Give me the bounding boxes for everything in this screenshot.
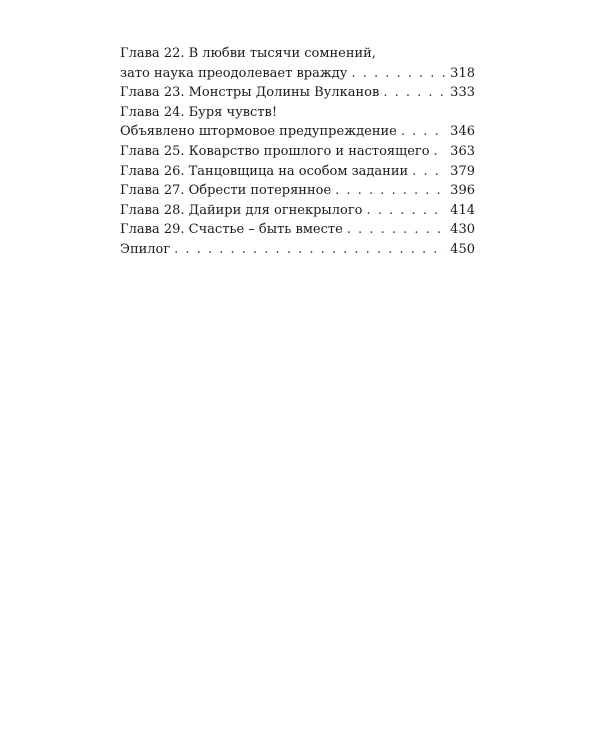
toc-page-number: 333: [450, 85, 475, 101]
leader-dots: [383, 83, 446, 103]
toc-entry-label: Объявлено штормовое предупреждение: [120, 124, 397, 140]
leader-dots: [347, 220, 446, 240]
leader-dots: [335, 181, 446, 201]
toc-entry-label: Глава 26. Танцовщица на особом задании: [120, 163, 409, 179]
toc-page-number: 414: [450, 202, 475, 218]
toc-page-number: 318: [450, 65, 475, 81]
leader-dots: [351, 64, 446, 84]
leader-dots: [412, 162, 446, 182]
leader-dots: [401, 122, 446, 142]
toc-entry-23[interactable]: [120, 83, 475, 103]
toc-entry-label: Глава 23. Монстры Долины Вулканов: [120, 85, 380, 101]
toc-entry-24-line-1: [120, 103, 475, 123]
toc-page-number: 363: [450, 143, 475, 159]
leader-dots: [367, 201, 447, 221]
toc-entry-label: зато наука преодолевает вражду: [120, 65, 348, 81]
toc-entry-label: Глава 22. В любви тысячи сомнений,: [120, 46, 376, 61]
toc-entry-24-line-2[interactable]: [120, 122, 475, 142]
toc-entry-22-line-1: [120, 44, 475, 64]
toc-entry-28[interactable]: [120, 201, 475, 221]
toc-entry-22-line-2[interactable]: [120, 64, 475, 84]
toc-entry-label: Глава 28. Дайири для огнекрылого: [120, 202, 363, 218]
toc-page-number: 346: [450, 124, 475, 140]
toc-page-number: 430: [450, 222, 475, 238]
toc-entry-label: Глава 29. Счастье – быть вместе: [120, 222, 343, 238]
toc-page-number: 379: [450, 163, 475, 179]
toc-entry-label: Глава 24. Буря чувств!: [120, 104, 278, 120]
table-of-contents: [120, 44, 475, 260]
toc-page-number: 396: [450, 183, 475, 199]
leader-dots: [174, 240, 446, 260]
toc-entry-label: Глава 25. Коварство прошлого и настоящего: [120, 143, 430, 159]
toc-entry-label: Глава 27. Обрести потерянное: [120, 183, 332, 199]
leader-dots: [434, 142, 447, 162]
toc-entry-26[interactable]: [120, 162, 475, 182]
toc-entry-25[interactable]: [120, 142, 475, 162]
toc-entry-27[interactable]: [120, 181, 475, 201]
toc-entry-29[interactable]: [120, 220, 475, 240]
toc-entry-epilogue[interactable]: [120, 240, 475, 260]
toc-entry-label: Эпилог: [120, 241, 171, 257]
toc-page-number: 450: [450, 241, 475, 257]
